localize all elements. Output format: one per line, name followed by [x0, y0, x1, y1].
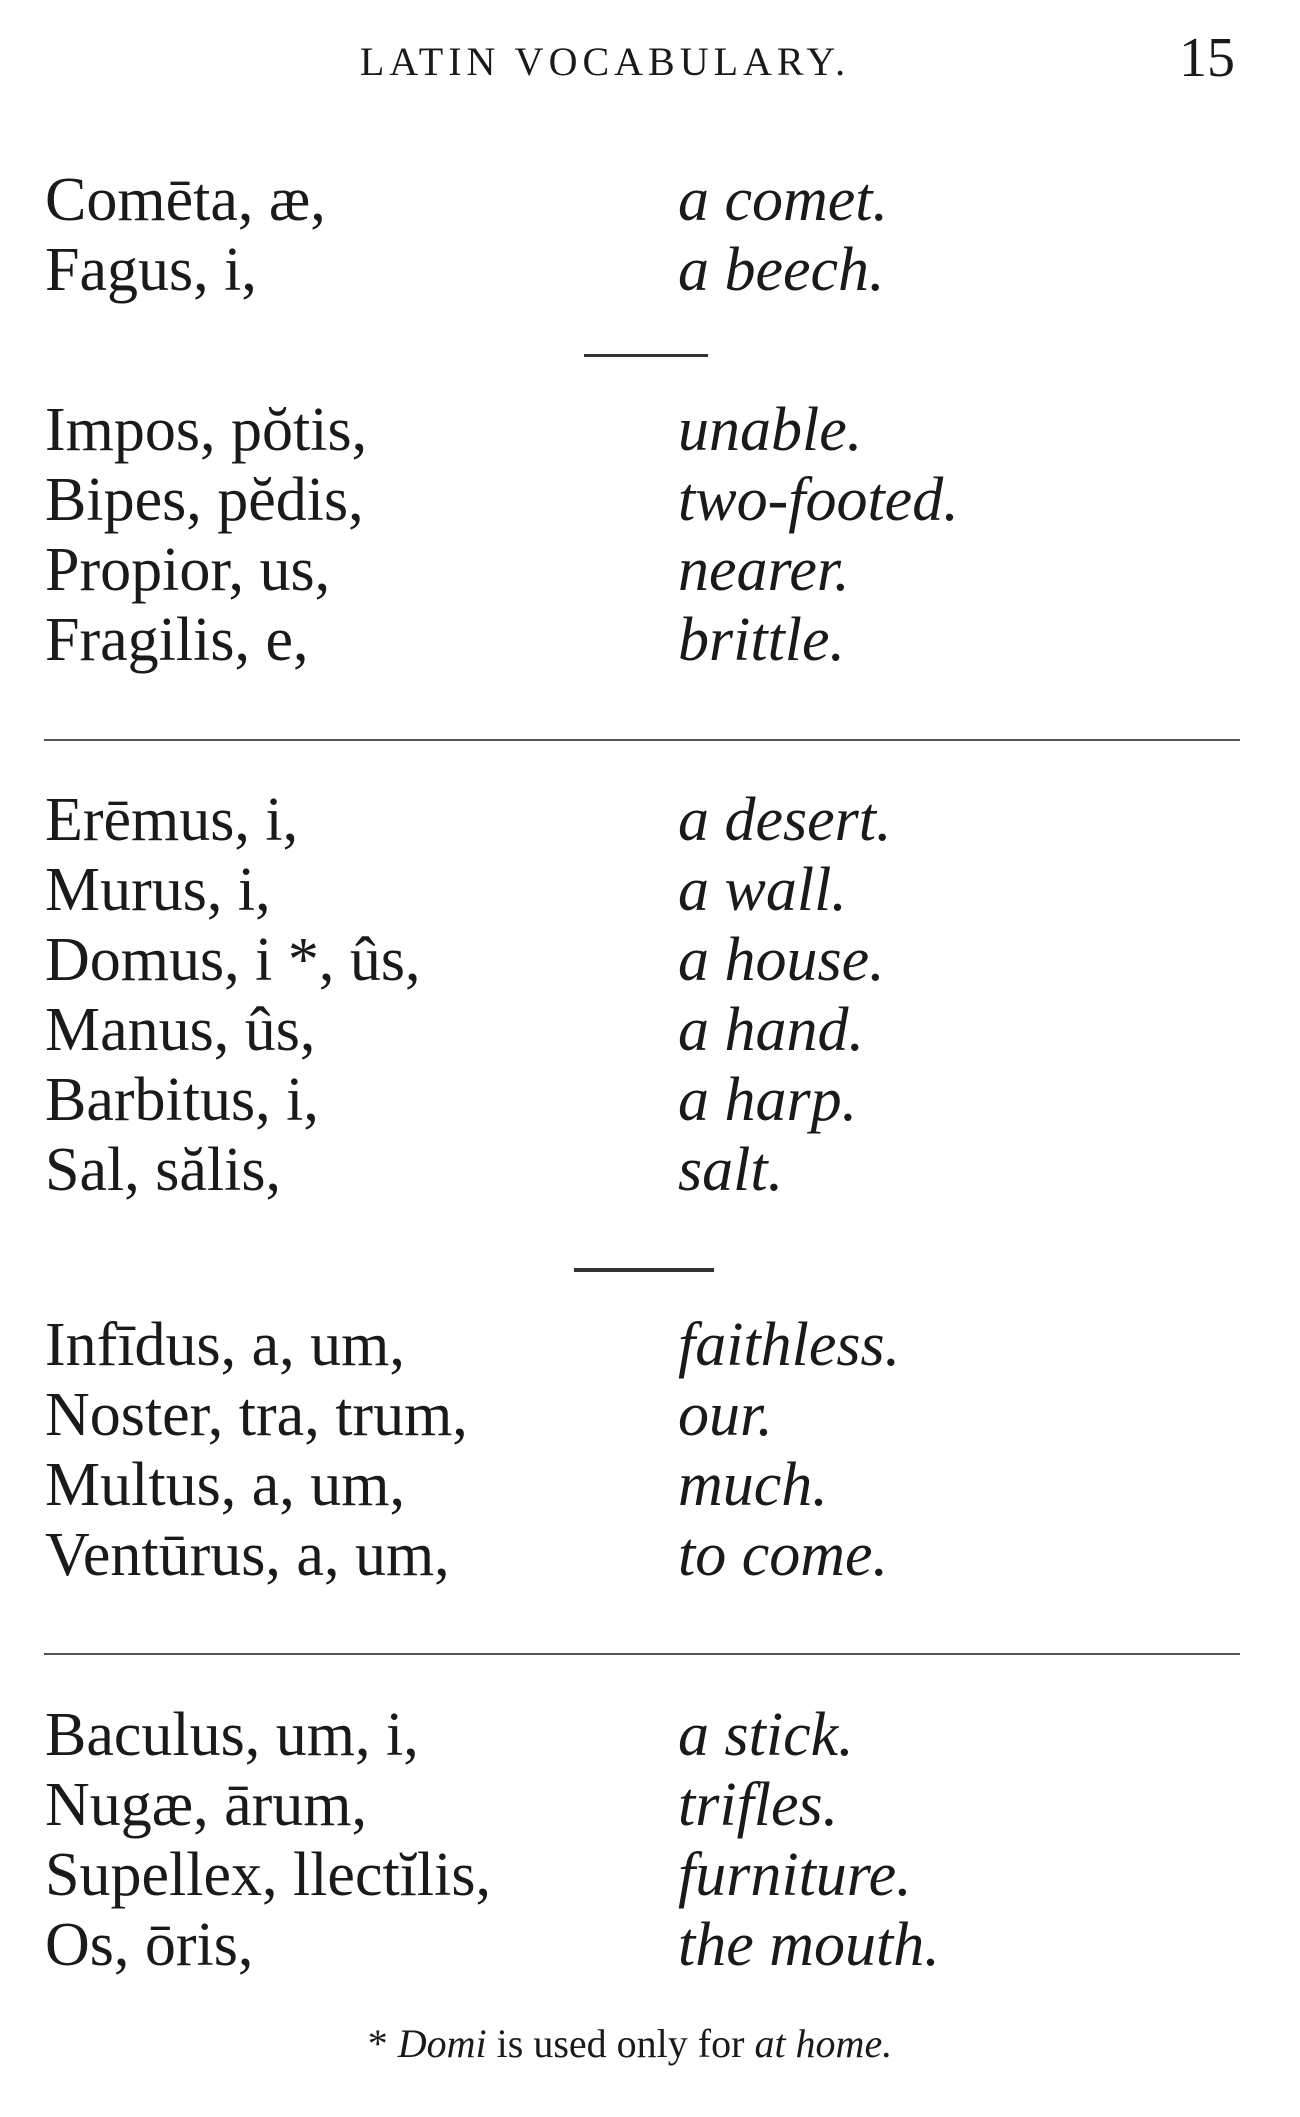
english-meaning: two-footed.: [678, 466, 959, 534]
latin-word: Nugæ, ārum,: [45, 1771, 368, 1839]
latin-word: Fagus, i,: [45, 236, 257, 304]
latin-word: Manus, ûs,: [45, 996, 316, 1064]
latin-word: Noster, tra, trum,: [45, 1381, 468, 1449]
english-meaning: the mouth.: [678, 1911, 940, 1979]
running-header: LATIN VOCABULARY.: [359, 39, 851, 84]
latin-word: Fragilis, e,: [45, 606, 309, 674]
vocab-group-2: [0, 395, 1300, 675]
page-number: 15: [1179, 27, 1235, 89]
vocab-entry: [0, 1700, 1300, 1770]
english-meaning: a comet.: [678, 166, 889, 234]
vocab-entry: [0, 235, 1300, 305]
english-meaning: a hand.: [678, 996, 864, 1064]
latin-word: Domus, i *, ûs,: [45, 926, 421, 994]
english-meaning: our.: [678, 1381, 773, 1449]
latin-word: Infīdus, a, um,: [45, 1311, 405, 1379]
latin-word: Propior, us,: [45, 536, 331, 604]
short-divider: [584, 354, 708, 357]
english-meaning: salt.: [678, 1136, 784, 1204]
english-meaning: trifles.: [678, 1771, 839, 1839]
vocab-entry: [0, 395, 1300, 465]
vocab-entry: [0, 855, 1300, 925]
english-meaning: a wall.: [678, 856, 847, 924]
latin-word: Erēmus, i,: [45, 786, 299, 854]
footnote-marker: *: [367, 2021, 388, 2066]
vocab-entry: [0, 1380, 1300, 1450]
vocab-entry: [0, 785, 1300, 855]
latin-word: Murus, i,: [45, 856, 271, 924]
vocab-entry: [0, 1770, 1300, 1840]
latin-word: Baculus, um, i,: [45, 1701, 419, 1769]
vocab-entry: [0, 165, 1300, 235]
vocab-entry: [0, 995, 1300, 1065]
latin-word: Sal, sălis,: [45, 1136, 281, 1204]
latin-word: Os, ōris,: [45, 1911, 254, 1979]
latin-word: Barbitus, i,: [45, 1066, 319, 1134]
english-meaning: to come.: [678, 1521, 889, 1589]
latin-word: Supellex, llectĭlis,: [45, 1841, 491, 1909]
vocab-group-1: [0, 165, 1300, 305]
latin-word: Comēta, æ,: [45, 166, 326, 234]
english-meaning: a house.: [678, 926, 885, 994]
english-meaning: furniture.: [678, 1841, 912, 1909]
vocab-entry: [0, 925, 1300, 995]
latin-word: Bipes, pĕdis,: [45, 466, 364, 534]
vocab-entry: [0, 1135, 1300, 1205]
section-divider: [44, 1653, 1240, 1655]
english-meaning: faithless.: [678, 1311, 901, 1379]
english-meaning: brittle.: [678, 606, 846, 674]
vocab-entry: [0, 1450, 1300, 1520]
footnote-term: Domi: [397, 2021, 487, 2066]
latin-word: Multus, a, um,: [45, 1451, 405, 1519]
vocab-entry: [0, 535, 1300, 605]
vocab-entry: [0, 605, 1300, 675]
english-meaning: a harp.: [678, 1066, 858, 1134]
vocab-entry: [0, 1065, 1300, 1135]
vocab-entry: [0, 1910, 1300, 1980]
short-divider: [574, 1268, 714, 1272]
footnote-phrase: at home.: [754, 2021, 893, 2066]
vocab-entry: [0, 1840, 1300, 1910]
latin-word: Ventūrus, a, um,: [45, 1521, 450, 1589]
vocab-group-3: [0, 785, 1300, 1205]
vocab-group-4: [0, 1310, 1300, 1590]
vocab-group-5: [0, 1700, 1300, 1980]
english-meaning: a desert.: [678, 786, 892, 854]
footnote: [0, 2020, 1300, 2067]
vocab-entry: [0, 1520, 1300, 1590]
section-divider: [44, 739, 1240, 741]
latin-word: Impos, pŏtis,: [45, 396, 368, 464]
english-meaning: a stick.: [678, 1701, 854, 1769]
vocab-entry: [0, 1310, 1300, 1380]
vocab-entry: [0, 465, 1300, 535]
footnote-text: is used only for: [496, 2021, 745, 2066]
english-meaning: much.: [678, 1451, 828, 1519]
english-meaning: nearer.: [678, 536, 850, 604]
english-meaning: a beech.: [678, 236, 885, 304]
english-meaning: unable.: [678, 396, 863, 464]
